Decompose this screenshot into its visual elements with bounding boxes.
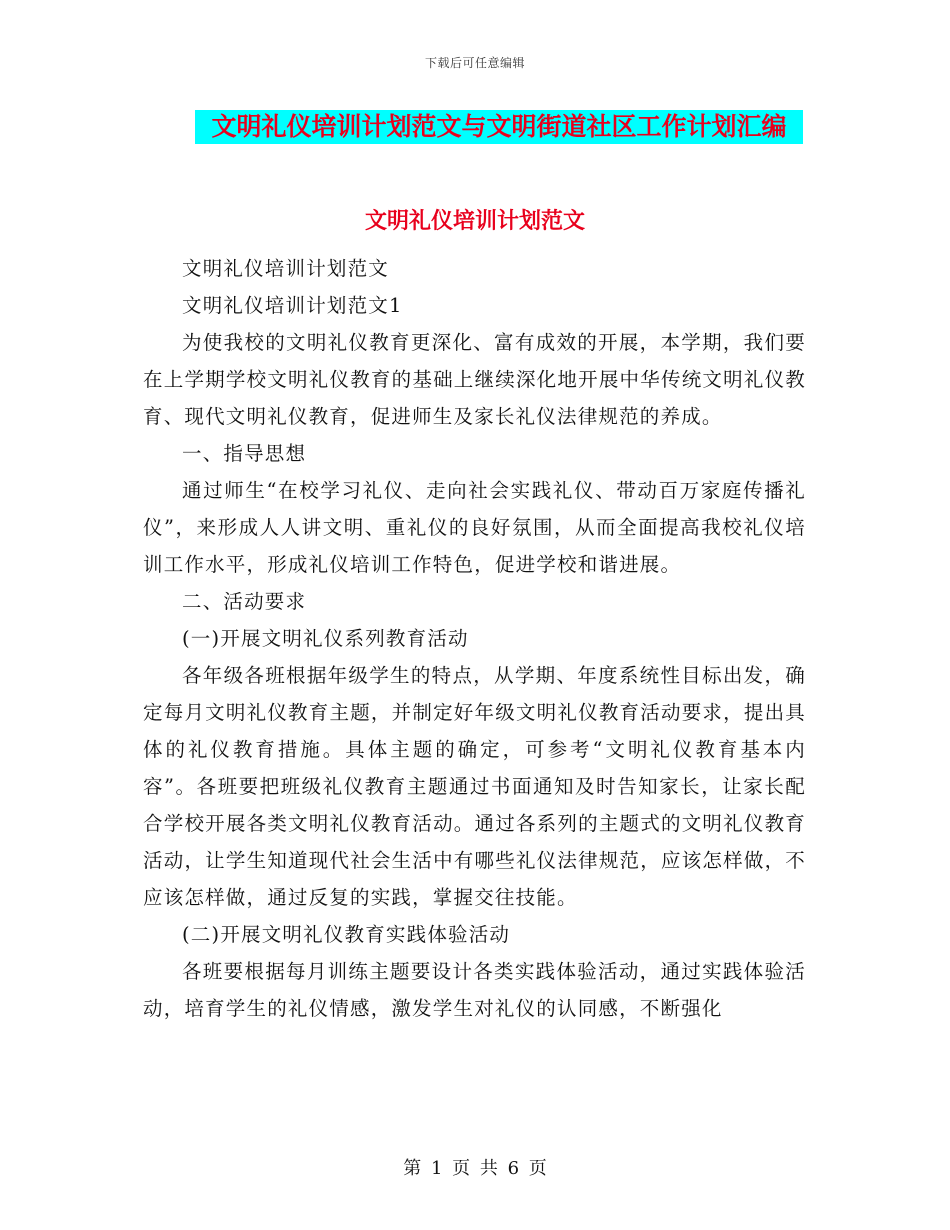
paragraph: 文明礼仪培训计划范文 [182,257,390,280]
subheading-practice-activities: (二)开展文明礼仪教育实践体验活动 [182,923,511,946]
header-note: 下载后可任意编辑 [424,56,525,70]
paragraph: 各班要根据每月训练主题要设计各类实践体验活动，通过实践体验活动，培育学生的礼仪情感，激发学生对礼仪的认同感，不断强化 [143,960,806,1020]
heading-guiding-thought: 一、指导思想 [182,442,307,465]
page-number: 第 1 页 共 6 页 [403,1158,547,1179]
main-title-highlight [195,110,803,144]
paragraph: 各年级各班根据年级学生的特点，从学期、年度系统性目标出发，确定每月文明礼仪教育主题，并制定好年级文明礼仪教育活动要求，提出具体的礼仪教育措施。具体主题的确定，可参考“文明礼仪教育基本内容”。各班要把班级礼仪教育主题通过书面通知及时告知家长，让家长配合学校开展各类文明礼仪教育活动。通过各系列的主题式的文明礼仪教育活动，让学生知道现代社会生活中有哪些礼仪法律规范，应该怎样做，不应该怎样做，通过反复的实践，掌握交往技能。 [143,664,806,909]
paragraph: 为使我校的文明礼仪教育更深化、富有成效的开展，本学期，我们要在上学期学校文明礼仪教育的基础上继续深化地开展中华传统文明礼仪教育、现代文明礼仪教育，促进师生及家长礼仪法律规范的养成。 [143,331,806,428]
heading-activity-requirements: 二、活动要求 [182,590,307,613]
section-title: 文明礼仪培训计划范文 [364,208,585,234]
paragraph: 文明礼仪培训计划范文1 [182,294,403,317]
subheading-series-education: (一)开展文明礼仪系列教育活动 [182,627,469,650]
paragraph: 通过师生“在校学习礼仪、走向社会实践礼仪、带动百万家庭传播礼仪”，来形成人人讲文明、重礼仪的良好氛围，从而全面提高我校礼仪培训工作水平，形成礼仪培训工作特色，促进学校和谐进展。 [143,479,806,576]
body-text [143,250,806,1027]
main-title: 文明礼仪培训计划范文与文明街道社区工作计划汇编 [211,112,787,141]
